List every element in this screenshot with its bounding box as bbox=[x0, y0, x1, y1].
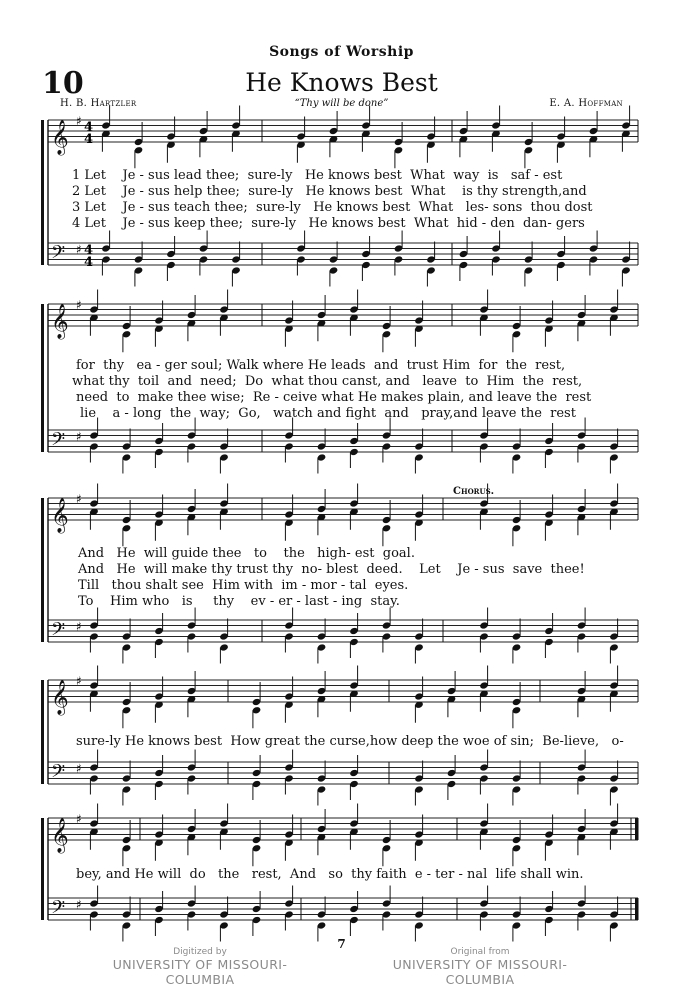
lyric-line: bey, and He will do the rest, And so thy faith e - ter - nal life shall win. bbox=[76, 867, 584, 882]
final-barline bbox=[635, 898, 638, 920]
lyric-line: 4 Let Je - sus keep thee; sure-ly He knows best What hid - den dan- gers bbox=[72, 216, 585, 231]
time-signature-icon: 4 bbox=[84, 132, 94, 147]
bass-clef-icon: 𝄢 bbox=[51, 761, 66, 787]
lyric-line: And He will make thy trust thy no- blest deed. Let Je - sus save thee! bbox=[78, 562, 585, 577]
system-bracket bbox=[41, 680, 44, 784]
footer-digitized-institution: UNIVERSITY OF MISSOURI-COLUMBIA bbox=[112, 957, 288, 987]
final-barline bbox=[635, 818, 638, 840]
key-signature-sharp-icon: ♯ bbox=[76, 491, 82, 506]
key-signature-sharp-icon: ♯ bbox=[76, 673, 82, 688]
lyric-line: 2 Let Je - sus help thee; sure-ly He knows best What is thy strength,and bbox=[72, 184, 587, 199]
time-signature-icon: 4 bbox=[84, 255, 94, 270]
treble-clef-icon: 𝄞 bbox=[51, 498, 69, 533]
footer-original-label: Original from bbox=[450, 947, 510, 957]
lyric-line: sure-ly He knows best How great the curse,how deep the woe of sin; Be-lieve, o- bbox=[76, 734, 624, 749]
bass-clef-icon: 𝄢 bbox=[51, 242, 66, 268]
book-header: Songs of Worship bbox=[269, 44, 414, 60]
hymn-number: 10 bbox=[42, 66, 84, 101]
lyric-line: 1 Let Je - sus lead thee; sure-ly He knows best What way is saf - est bbox=[72, 168, 563, 183]
time-signature-icon: 4 bbox=[84, 243, 94, 258]
lyric-line: for thy ea - ger soul; Walk where He leads and trust Him for the rest, bbox=[76, 358, 566, 373]
lyric-line: 3 Let Je - sus teach thee; sure-ly He knows best What les- sons thou dost bbox=[72, 200, 593, 215]
lyric-line: And He will guide thee to the high- est goal. bbox=[78, 546, 415, 561]
system-bracket bbox=[41, 304, 44, 452]
lyric-line: Till thou shalt see Him with im - mor - tal eyes. bbox=[78, 578, 409, 593]
footer-original bbox=[360, 947, 600, 987]
footer-digitized-label: Digitized by bbox=[173, 947, 227, 957]
key-signature-sharp-icon: ♯ bbox=[76, 761, 82, 776]
system-bracket bbox=[41, 818, 44, 920]
hymn-motto: “Thy will be done” bbox=[294, 98, 389, 109]
treble-clef-icon: 𝄞 bbox=[51, 680, 69, 715]
hymn-title: He Knows Best bbox=[245, 68, 438, 97]
treble-clef-icon: 𝄞 bbox=[51, 818, 69, 853]
time-signature-icon: 4 bbox=[84, 120, 94, 135]
key-signature-sharp-icon: ♯ bbox=[76, 242, 82, 257]
key-signature-sharp-icon: ♯ bbox=[76, 897, 82, 912]
composer-credit: E. A. Hoffman bbox=[549, 98, 623, 109]
treble-clef-icon: 𝄞 bbox=[51, 120, 69, 155]
footer-original-institution: UNIVERSITY OF MISSOURI-COLUMBIA bbox=[392, 957, 568, 987]
page-number: 7 bbox=[337, 937, 346, 951]
bass-clef-icon: 𝄢 bbox=[51, 429, 66, 455]
system-bracket bbox=[41, 120, 44, 265]
lyric-line: To Him who is thy ev - er - last - ing stay. bbox=[78, 594, 400, 609]
bass-clef-icon: 𝄢 bbox=[51, 619, 66, 645]
treble-clef-icon: 𝄞 bbox=[51, 304, 69, 339]
system-bracket bbox=[41, 498, 44, 642]
key-signature-sharp-icon: ♯ bbox=[76, 811, 82, 826]
key-signature-sharp-icon: ♯ bbox=[76, 429, 82, 444]
lyric-line: lie a - long the way; Go, watch and fight and pray,and leave the rest bbox=[80, 406, 576, 421]
lyric-line: what thy toil and need; Do what thou canst, and leave to Him the rest, bbox=[72, 374, 583, 389]
bass-clef-icon: 𝄢 bbox=[51, 897, 66, 923]
key-signature-sharp-icon: ♯ bbox=[76, 113, 82, 128]
lyricist-credit: H. B. Hartzler bbox=[60, 98, 137, 109]
chorus-label: Chorus. bbox=[453, 486, 495, 497]
key-signature-sharp-icon: ♯ bbox=[76, 619, 82, 634]
footer-digitized bbox=[80, 947, 320, 987]
lyric-line: need to make thee wise; Re - ceive what He makes plain, and leave the rest bbox=[76, 390, 592, 405]
key-signature-sharp-icon: ♯ bbox=[76, 297, 82, 312]
